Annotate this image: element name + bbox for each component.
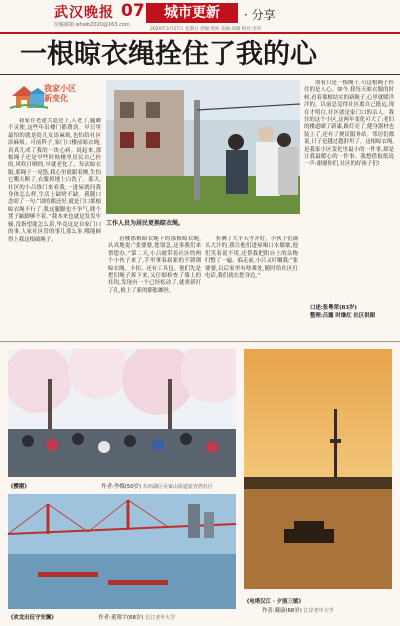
community-photo: [106, 80, 300, 214]
page-number: 07: [121, 1, 145, 21]
photo-caption-3: [8, 613, 175, 621]
photo-source: 江岸老年大学: [303, 608, 334, 614]
photo-caption-1: [8, 482, 213, 490]
narrator-signature: 口述:张粤荣(83岁): [310, 305, 357, 311]
paragraph: 我家在老建大道边上,人老了,腿脚不灵便,这些年出楼门都费劲。早日里最怕的就是给儿女添麻烦,也怕给社区添麻烦。可前阵子,家门口楼前晾衣绳,真真儿成了我的一块心病。说起来,那根绳子还是早些时候楼里居民自己拴的,风吹日晒的,早就老化了。每次晾衣服,那绳子一晃悠,我心里就跟着颤,生怕它哪天断了,衣服掉地上白洗了。那天,社区的小吕推门来看我,一进屋就问我身体怎么样,生活上缺啥不缺。我随口念叨了一句:“别的都还好,就是门口那根晾衣绳不行了,我这腿脚也不争气,爬个凳子踮脚够不着。”我本来也就是发发牢骚,没指望能怎么着,毕竟这是自家门口的事,人家社区管的事儿那么多,哪能顾得上我这根破绳子。: [8, 118, 101, 243]
page-header: [0, 0, 400, 34]
divider: [0, 74, 400, 75]
photo-caption-2: [244, 597, 304, 605]
bridge-dragon-boat-photo: [8, 494, 236, 609]
paragraph: 别看只是一根绳子,可这根绳子拴住的是人心。如今,我每天晾衣服的时候,看着那根结实的新绳子,心里就暖洋洋的。以前总觉得社区离自己挺远,现在才明白,社区就是家门口的亲人。我住的这个小区,这两年变化可大了:老旧的楼道刷了新漆,路灯亮了,健身器材也装上了,还有了便民服务站。邻居们都说,日子是越过越舒坦了。这根晾衣绳,是我家小区变化里最小的一件事,却是让我最暖心的一件事。我想借报纸说一声:谢谢你们,社区的好孩子们!: [304, 80, 394, 168]
article-column-1: [8, 118, 101, 320]
badge-text: [44, 84, 76, 104]
date-line: 2020年3月27日 星期五 责编:周宛 美编:胡湖 校对:李军: [150, 27, 262, 32]
photo-credit: 作者:戴康(68岁): [262, 608, 302, 614]
photo-credit: 作者:李娜(50岁): [101, 484, 142, 490]
photo-title: 《樱潮》: [8, 484, 30, 490]
cherry-blossom-photo: [8, 349, 236, 477]
divider: [0, 341, 400, 342]
badge-subtitle: 新变化: [44, 94, 68, 103]
article-column-2: [108, 236, 201, 328]
newspaper-logo: 武汉晚报: [54, 5, 114, 21]
photo-source: 东西湖区吴家山街道银杏湾社区: [142, 484, 213, 490]
email-line: 征稿邮箱:whwb2020@163.com: [54, 22, 130, 28]
photo-caption: 工作人员为居民更换晾衣绳。: [106, 220, 185, 227]
editor-signature: 整理:吕露 时继红 社区供图: [310, 313, 376, 319]
photo-title: 《欢龙出征守安澜》: [8, 615, 57, 621]
badge-title: 我家小区: [44, 84, 76, 93]
photo-source: 长江老年大学: [145, 615, 176, 621]
sub-section: · 分享: [244, 8, 276, 22]
article-column-3: [205, 236, 298, 328]
photo-title: 《电塔汉江 · 夕照三镇》: [244, 599, 304, 605]
paragraph: 折腾了大半天才弄好。小伙子们满头大汗的,我让他们进屋喝口水歇歇,他们笑着说不用,还帮我把阳台上的杂物归整了一遍。临走前,小吕又叮嘱我:“张婆婆,以后家里有啥难处,随时给社区打电话,我们就在您身边。”: [205, 236, 298, 280]
river-sunset-photo: [244, 349, 392, 589]
headline: 一根晾衣绳拴住了我的心: [20, 39, 317, 70]
photo-credit-2: [262, 606, 334, 614]
photo-credit: 作者:董翔宇(68岁): [98, 615, 144, 621]
paragraph: 看楼那根晾衣绳下的那根晾衣绳,认真地说:“张婆婆,您别急,这事我们来帮您办。”第二天,小吕就带着社区的两个小伙子来了,手里拿着崭新的不锈钢晾衣绳、卡扣、还有工具包。他们先是把旧绳子拆下来,又仔细检查了墙上的挂钩,发现有一个已经松动了,就重新打了孔,换上了新的膨胀螺丝。: [108, 236, 201, 294]
article-column-4: [304, 80, 394, 330]
section-title: 城市更新: [146, 3, 238, 23]
